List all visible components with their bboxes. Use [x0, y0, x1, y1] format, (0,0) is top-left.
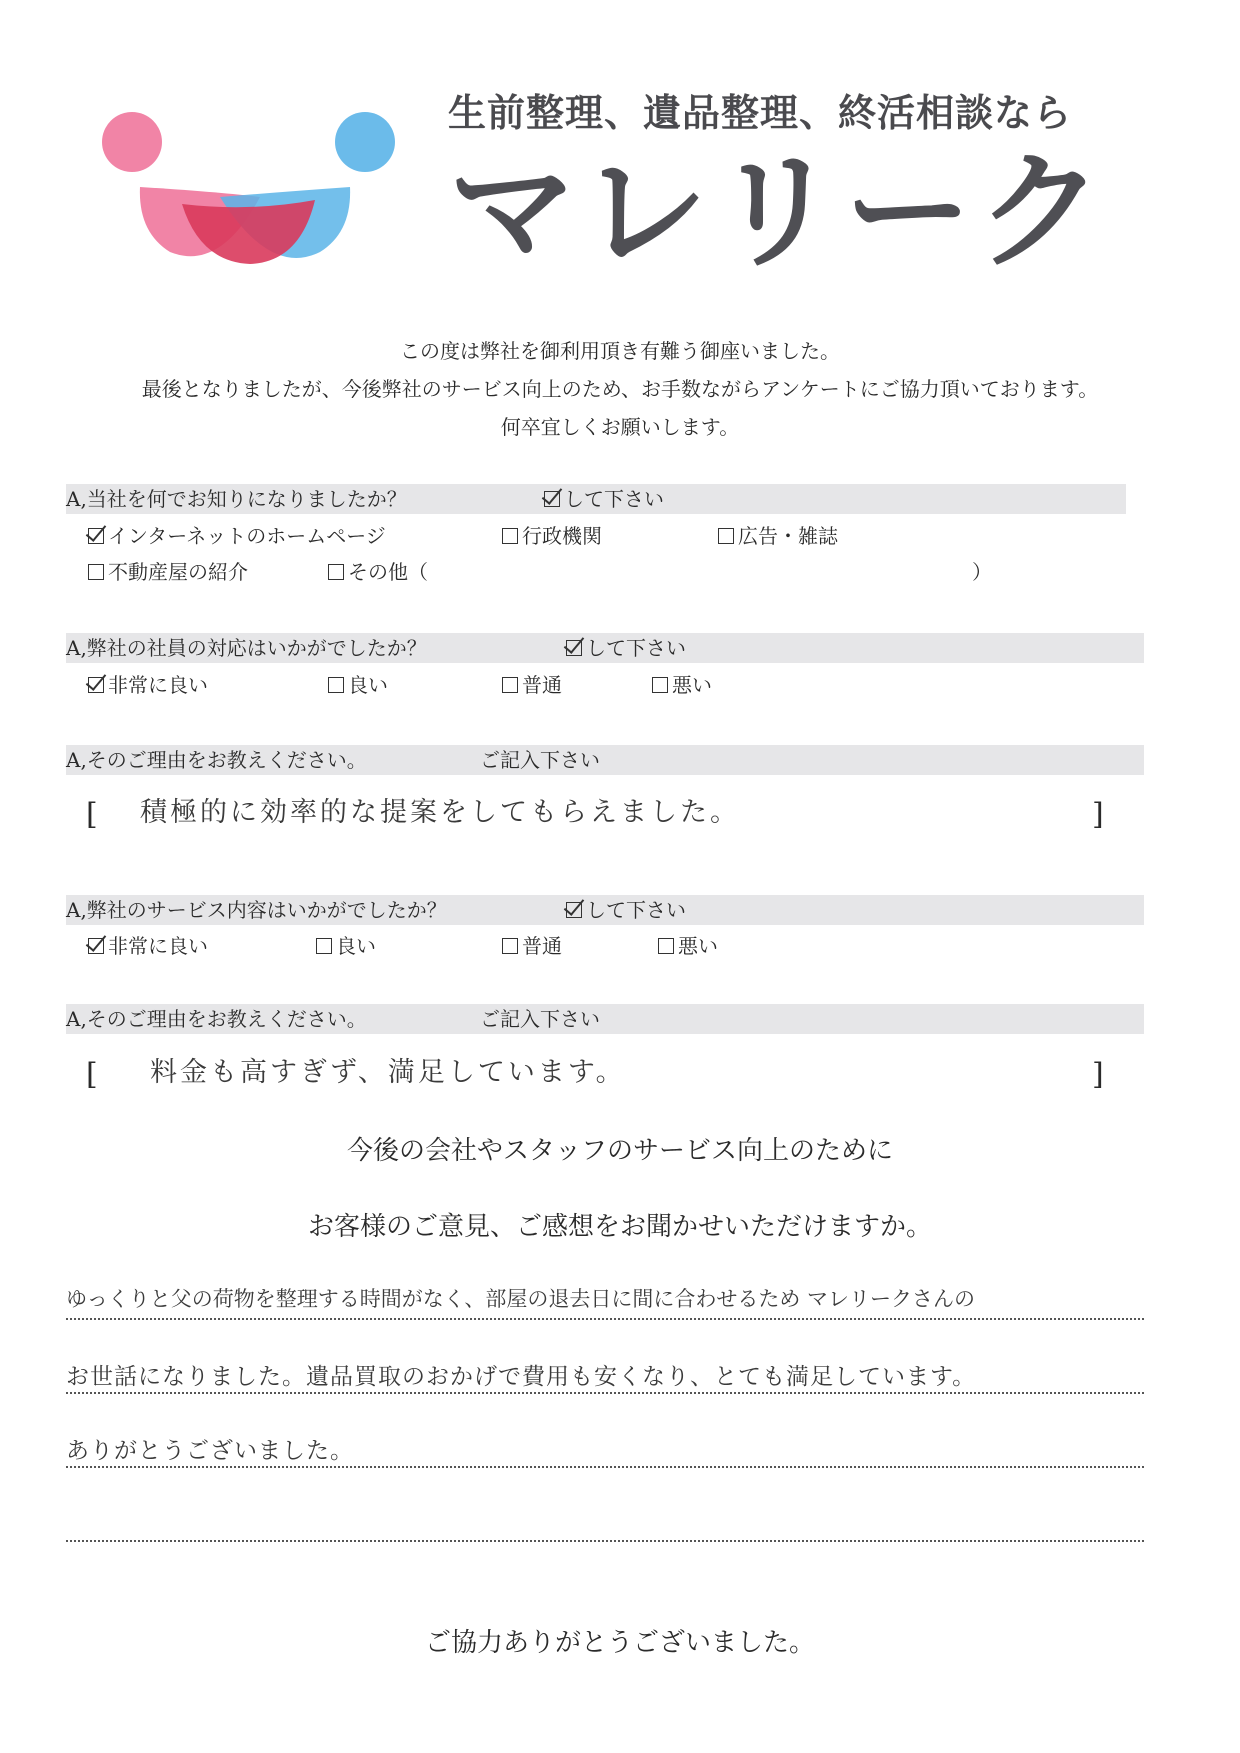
- q1-option-other[interactable]: その他（: [328, 558, 428, 586]
- q1-option-realestate[interactable]: 不動産屋の紹介: [88, 558, 248, 586]
- q1-option-ads[interactable]: 広告・雑誌: [718, 522, 838, 550]
- q3-answer[interactable]: 積極的に効率的な提案をしてもらえました。: [140, 797, 740, 828]
- header-tagline: 生前整理、遺品整理、終活相談なら: [448, 91, 1073, 135]
- q5-answer[interactable]: 料金も高すぎず、満足しています。: [150, 1057, 626, 1088]
- q1-other-close: ）: [972, 560, 992, 584]
- checkbox-icon[interactable]: [88, 528, 104, 544]
- checkbox-icon[interactable]: [328, 564, 344, 580]
- checkbox-icon[interactable]: [652, 677, 668, 693]
- question-1-text: A,当社を何でお知りになりましたか？: [66, 487, 407, 511]
- checkbox-icon[interactable]: [88, 938, 104, 954]
- logo-pink-dot: [102, 112, 162, 172]
- feedback-rule-1: [66, 1318, 1144, 1320]
- checkbox-icon[interactable]: [502, 938, 518, 954]
- intro-line-1: この度は弊社を御利用頂き有難う御座いました。: [400, 339, 840, 363]
- checkbox-icon[interactable]: [502, 677, 518, 693]
- question-2-instruction: して下さい: [566, 633, 686, 663]
- footer-thanks: ご協力ありがとうございました。: [424, 1628, 815, 1658]
- intro-line-3: 何卒宜しくお願いします。: [500, 415, 740, 439]
- checkbox-icon: [566, 902, 582, 918]
- question-5-instruction: ご記入下さい: [480, 1007, 600, 1031]
- question-1-instruction: して下さい: [544, 484, 664, 514]
- checkbox-icon[interactable]: [328, 677, 344, 693]
- checkbox-icon[interactable]: [502, 528, 518, 544]
- intro-line-2: 最後となりましたが、今後弊社のサービス向上のため、お手数ながらアンケートにご協力頂いております。: [141, 377, 1099, 401]
- q4-option-bad[interactable]: 悪い: [658, 932, 718, 960]
- q2-option-good[interactable]: 良い: [328, 671, 388, 699]
- checkbox-icon[interactable]: [316, 938, 332, 954]
- feedback-rule-3: [66, 1466, 1144, 1468]
- question-1-band: [66, 484, 1126, 514]
- brand-name: マレリーク: [448, 138, 1109, 287]
- q1-option-government[interactable]: 行政機関: [502, 522, 602, 550]
- question-2-band: [66, 633, 1144, 663]
- feedback-line-3[interactable]: ありがとうございました。: [66, 1438, 354, 1464]
- checkbox-icon: [566, 640, 582, 656]
- feedback-line-1[interactable]: ゆっくりと父の荷物を整理する時間がなく、部屋の退去日に間に合わせるため マレリークさんの: [66, 1287, 976, 1311]
- checkbox-icon[interactable]: [658, 938, 674, 954]
- feedback-heading-1: 今後の会社やスタッフのサービス向上のために: [346, 1136, 893, 1166]
- q2-option-very-good[interactable]: 非常に良い: [88, 671, 208, 699]
- question-4-text: A,弊社のサービス内容はいかがでしたか？: [66, 898, 447, 922]
- marereek-logo: [100, 112, 410, 282]
- checkbox-icon[interactable]: [88, 564, 104, 580]
- q5-bracket-open: [: [86, 1057, 98, 1092]
- q1-option-internet[interactable]: インターネットのホームページ: [88, 522, 386, 550]
- checkbox-icon: [544, 491, 560, 507]
- question-2-text: A,弊社の社員の対応はいかがでしたか？: [66, 636, 427, 660]
- q4-option-good[interactable]: 良い: [316, 932, 376, 960]
- q3-bracket-open: [: [86, 797, 98, 832]
- question-4-band: [66, 895, 1144, 925]
- question-3-text: A,そのご理由をお教えください。: [66, 748, 367, 772]
- feedback-line-2[interactable]: お世話になりました。遺品買取のおかげで費用も安くなり、とても満足しています。: [66, 1364, 977, 1390]
- question-5-band: [66, 1004, 1144, 1034]
- checkbox-icon[interactable]: [718, 528, 734, 544]
- logo-blue-dot: [335, 112, 395, 172]
- q2-option-average[interactable]: 普通: [502, 671, 562, 699]
- q4-option-average[interactable]: 普通: [502, 932, 562, 960]
- question-5-text: A,そのご理由をお教えください。: [66, 1007, 367, 1031]
- q4-option-very-good[interactable]: 非常に良い: [88, 932, 208, 960]
- checkbox-icon[interactable]: [88, 677, 104, 693]
- question-3-band: [66, 745, 1144, 775]
- question-4-instruction: して下さい: [566, 895, 686, 925]
- feedback-heading-2: お客様のご意見、ご感想をお聞かせいただけますか。: [307, 1212, 932, 1242]
- q2-option-bad[interactable]: 悪い: [652, 671, 712, 699]
- question-3-instruction: ご記入下さい: [480, 748, 600, 772]
- intro-text: [0, 332, 1240, 446]
- q3-bracket-close: ]: [1092, 797, 1104, 832]
- q5-bracket-close: ]: [1092, 1057, 1104, 1092]
- feedback-rule-2: [66, 1392, 1144, 1394]
- feedback-rule-4: [66, 1540, 1144, 1542]
